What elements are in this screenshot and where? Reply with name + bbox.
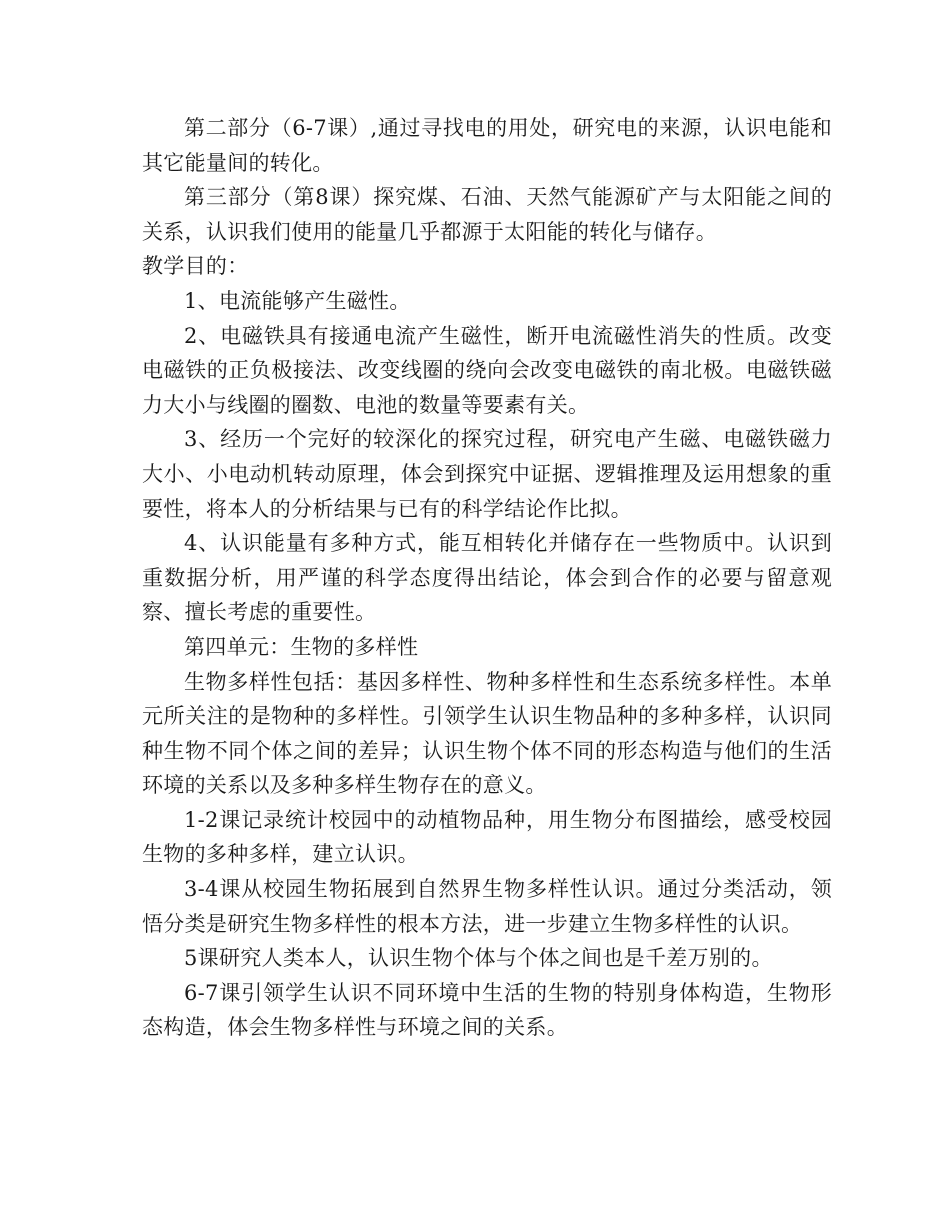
paragraph-lesson-5: 5课研究人类本人，认识生物个体与个体之间也是千差万别的。 (184, 946, 773, 971)
paragraph-biodiversity: 生物多样性包括：基因多样性、物种多样性和生态系统多样性。本单元所关注的是物种的多样性。引领学生认识生物品种的多种多样，认识同种生物不同个体之间的差异；认识生物个体不同的形态构造与他们的生活环境的关系以及多种多样生物存在的意义。 (142, 669, 832, 798)
goal-item-1: 1、电流能够产生磁性。 (184, 288, 411, 313)
paragraph-lessons-1-2: 1-2课记录统计校园中的动植物品种，用生物分布图描绘，感受校园生物的多种多样，建立认识。 (142, 807, 832, 867)
goal-item-4: 4、认识能量有多种方式，能互相转化并储存在一些物质中。认识到重数据分析，用严谨的科学态度得出结论，体会到合作的必要与留意观察、擅长考虑的重要性。 (142, 531, 832, 625)
paragraph-part-three: 第三部分（第8课）探究煤、石油、天然气能源矿产与太阳能之间的关系，认识我们使用的能量几乎都源于太阳能的转化与储存。 (142, 185, 832, 244)
heading-teaching-goals: 教学目的： (142, 254, 249, 279)
goal-item-2: 2、电磁铁具有接通电流产生磁性，断开电流磁性消失的性质。改变电磁铁的正负极接法、改变线圈的绕向会改变电磁铁的南北极。电磁铁磁力大小与线圈的圈数、电池的数量等要素有关。 (142, 323, 832, 417)
unit-four-title: 第四单元：生物的多样性 (184, 634, 419, 659)
goal-item-3: 3、经历一个完好的较深化的探究过程，研究电产生磁、电磁铁磁力大小、小电动机转动原理，体会到探究中证据、逻辑推理及运用想象的重要性，将本人的分析结果与已有的科学结论作比拟。 (142, 427, 832, 521)
paragraph-lessons-6-7: 6-7课引领学生认识不同环境中生活的生物的特别身体构造，生物形态构造，体会生物多样性与环境之间的关系。 (142, 980, 832, 1040)
document-page (142, 111, 832, 1045)
paragraph-lessons-3-4: 3-4课从校园生物拓展到自然界生物多样性认识。通过分类活动，领悟分类是研究生物多样性的根本方法，进一步建立生物多样性的认识。 (142, 877, 832, 936)
paragraph-part-two: 第二部分（6-7课）,通过寻找电的用处，研究电的来源，认识电能和其它能量间的转化。 (142, 116, 832, 175)
